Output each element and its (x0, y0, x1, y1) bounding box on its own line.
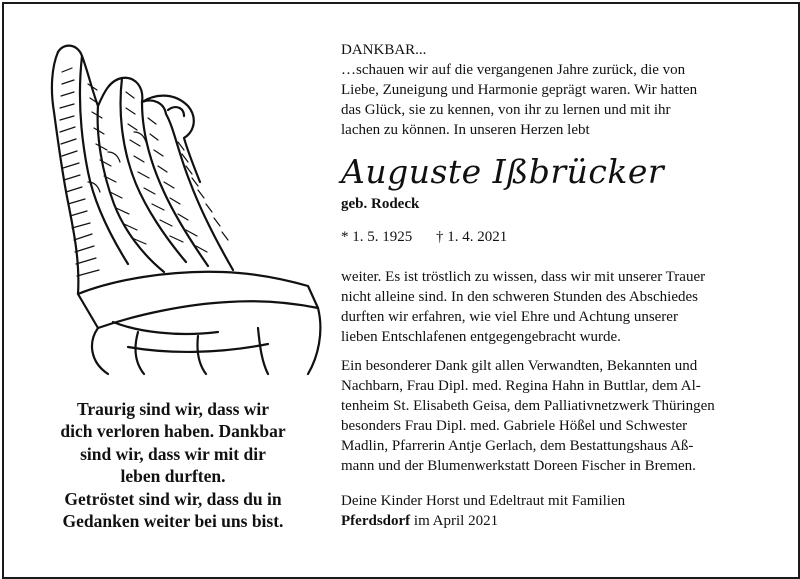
thanks-paragraph-1 (341, 267, 786, 347)
paragraph-line: weiter. Es ist tröstlich zu wissen, dass wir mit unserer Trauer (341, 269, 706, 285)
place-date (341, 511, 786, 531)
verse-line: Traurig sind wir, dass wir (76, 399, 270, 419)
paragraph-line: tenheim St. Elisabeth Geisa, dem Palliativnetzwerk Thüringen (341, 398, 715, 414)
intro-line: das Glück, sie zu kennen, von ihr zu lernen und mit ihr (341, 102, 671, 118)
verse-line: dich verloren haben. Dankbar (60, 421, 286, 442)
intro-text (341, 40, 786, 140)
paragraph-line: lieben Entschlafenen entgegengebracht wurde. (341, 329, 621, 345)
paragraph-line: Ein besonderer Dank gilt allen Verwandten, Bekannten und (341, 358, 698, 374)
verse (18, 398, 328, 532)
date-text: im April 2021 (413, 513, 499, 529)
verse-line: sind wir, dass wir mit dir (80, 443, 266, 464)
deceased-name: Auguste Ißbrücker (341, 152, 665, 191)
intro-line: Liebe, Zuneigung und Harmonie geprägt waren. Wir hatten (341, 82, 698, 98)
death-date: † 1. 4. 2021 (436, 229, 508, 245)
praying-hands-icon (18, 32, 328, 377)
life-dates (341, 229, 507, 246)
paragraph-line: besonders Frau Dipl. med. Gabriele Hößel und Schwester (341, 418, 688, 434)
maiden-name: geb. Rodeck (341, 196, 420, 212)
paragraph-line: Nachbarn, Frau Dipl. med. Regina Hahn in Buttlar, dem Al- (341, 378, 701, 394)
paragraph-line: durften wir erfahren, wie viel Ehre und Achtung unserer (341, 309, 678, 325)
thanks-paragraph-2 (341, 356, 786, 476)
paragraph-line: nicht alleine sind. In den schweren Stunden des Abschiedes (341, 289, 698, 305)
intro-line: lachen zu können. In unseren Herzen lebt (341, 122, 590, 138)
verse-line: Gedanken weiter bei uns bist. (62, 511, 284, 532)
place-name: Pferdsdorf (341, 513, 411, 529)
birth-date: * 1. 5. 1925 (341, 229, 413, 245)
intro-line: …schauen wir auf die vergangenen Jahre zurück, die von (341, 62, 686, 78)
paragraph-line: Madlin, Pfarrerin Antje Gerlach, dem Bestattungshaus Aß- (341, 438, 694, 454)
verse-line: leben durften. (120, 466, 226, 487)
intro-line: DANKBAR... (341, 42, 427, 58)
family-signature: Deine Kinder Horst und Edeltraut mit Familien (341, 493, 626, 509)
signature (341, 491, 786, 531)
verse-line: Getröstet sind wir, dass du in (64, 488, 282, 509)
paragraph-line: mann und der Blumenwerkstatt Doreen Fischer in Bremen. (341, 458, 696, 474)
